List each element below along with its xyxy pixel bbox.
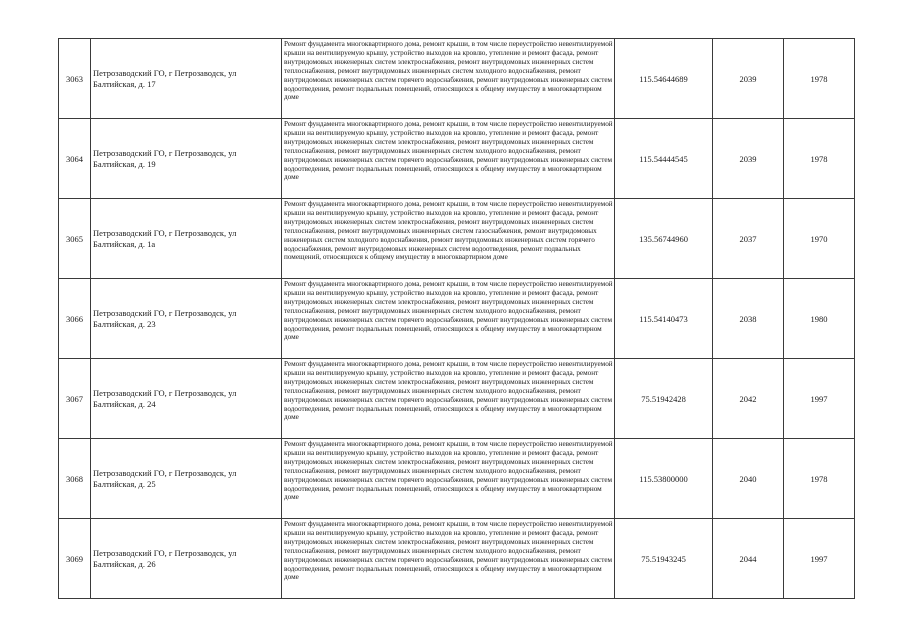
table-row <box>59 39 855 119</box>
planned-year: 2044 <box>713 519 784 599</box>
row-number: 3066 <box>59 279 91 359</box>
area-value: 75.51942428 <box>615 359 713 439</box>
repair-works-list: Ремонт фундамента многоквартирного дома, ремонт крыши, в том числе переустройство невентилируемой крыши на вентилируемую крышу, устройство выходов на кровлю, утепление и ремонт фасада, ремонт внутридомовых инженерных систем электроснабжения, ремонт внутридомовых инженерных систем теплоснабжения, ремонт внутридомовых инженерных систем холодного водоснабжения, ремонт внутридомовых инженерных систем горячего водоснабжения, ремонт внутридомовых инженерных систем водоотведения, ремонт подвальных помещений, относящихся к общему имуществу в многоквартирном доме <box>282 279 615 359</box>
table-row <box>59 119 855 199</box>
area-value: 115.53800000 <box>615 439 713 519</box>
repair-works-list: Ремонт фундамента многоквартирного дома, ремонт крыши, в том числе переустройство невентилируемой крыши на вентилируемую крышу, устройство выходов на кровлю, утепление и ремонт фасада, ремонт внутридомовых инженерных систем электроснабжения, ремонт внутридомовых инженерных систем теплоснабжения, ремонт внутридомовых инженерных систем газоснабжения, ремонт внутридомовых инженерных систем холодного водоснабжения, ремонт внутридомовых инженерных систем горячего водоснабжения, ремонт внутридомовых инженерных систем водоотведения, ремонт подвальных помещений, относящихся к общему имуществу в многоквартирном доме <box>282 199 615 279</box>
planned-year: 2040 <box>713 439 784 519</box>
build-year: 1997 <box>784 519 855 599</box>
build-year: 1978 <box>784 439 855 519</box>
build-year: 1978 <box>784 119 855 199</box>
house-address: Петрозаводский ГО, г Петрозаводск, ул Балтийская, д. 1а <box>91 199 282 279</box>
house-address: Петрозаводский ГО, г Петрозаводск, ул Балтийская, д. 24 <box>91 359 282 439</box>
planned-year: 2039 <box>713 119 784 199</box>
repair-works-list: Ремонт фундамента многоквартирного дома, ремонт крыши, в том числе переустройство невентилируемой крыши на вентилируемую крышу, устройство выходов на кровлю, утепление и ремонт фасада, ремонт внутридомовых инженерных систем электроснабжения, ремонт внутридомовых инженерных систем теплоснабжения, ремонт внутридомовых инженерных систем холодного водоснабжения, ремонт внутридомовых инженерных систем горячего водоснабжения, ремонт внутридомовых инженерных систем водоотведения, ремонт подвальных помещений, относящихся к общему имуществу в многоквартирном доме <box>282 439 615 519</box>
row-number: 3068 <box>59 439 91 519</box>
repair-works-list: Ремонт фундамента многоквартирного дома, ремонт крыши, в том числе переустройство невентилируемой крыши на вентилируемую крышу, устройство выходов на кровлю, утепление и ремонт фасада, ремонт внутридомовых инженерных систем электроснабжения, ремонт внутридомовых инженерных систем теплоснабжения, ремонт внутридомовых инженерных систем холодного водоснабжения, ремонт внутридомовых инженерных систем горячего водоснабжения, ремонт внутридомовых инженерных систем водоотведения, ремонт подвальных помещений, относящихся к общему имуществу в многоквартирном доме <box>282 39 615 119</box>
table-row <box>59 199 855 279</box>
house-address: Петрозаводский ГО, г Петрозаводск, ул Балтийская, д. 19 <box>91 119 282 199</box>
table-row <box>59 359 855 439</box>
area-value: 75.51943245 <box>615 519 713 599</box>
area-value: 115.54444545 <box>615 119 713 199</box>
house-address: Петрозаводский ГО, г Петрозаводск, ул Балтийская, д. 23 <box>91 279 282 359</box>
row-number: 3063 <box>59 39 91 119</box>
table-row <box>59 439 855 519</box>
house-address: Петрозаводский ГО, г Петрозаводск, ул Балтийская, д. 26 <box>91 519 282 599</box>
build-year: 1978 <box>784 39 855 119</box>
planned-year: 2038 <box>713 279 784 359</box>
area-value: 115.54140473 <box>615 279 713 359</box>
build-year: 1997 <box>784 359 855 439</box>
row-number: 3065 <box>59 199 91 279</box>
table-row <box>59 279 855 359</box>
row-number: 3067 <box>59 359 91 439</box>
build-year: 1980 <box>784 279 855 359</box>
planned-year: 2037 <box>713 199 784 279</box>
build-year: 1970 <box>784 199 855 279</box>
planned-year: 2039 <box>713 39 784 119</box>
house-address: Петрозаводский ГО, г Петрозаводск, ул Балтийская, д. 25 <box>91 439 282 519</box>
area-value: 135.56744960 <box>615 199 713 279</box>
area-value: 115.54644689 <box>615 39 713 119</box>
repair-works-list: Ремонт фундамента многоквартирного дома, ремонт крыши, в том числе переустройство невентилируемой крыши на вентилируемую крышу, устройство выходов на кровлю, утепление и ремонт фасада, ремонт внутридомовых инженерных систем электроснабжения, ремонт внутридомовых инженерных систем теплоснабжения, ремонт внутридомовых инженерных систем холодного водоснабжения, ремонт внутридомовых инженерных систем горячего водоснабжения, ремонт внутридомовых инженерных систем водоотведения, ремонт подвальных помещений, относящихся к общему имуществу в многоквартирном доме <box>282 119 615 199</box>
capital-repair-table <box>58 38 855 599</box>
table-row <box>59 519 855 599</box>
row-number: 3069 <box>59 519 91 599</box>
house-address: Петрозаводский ГО, г Петрозаводск, ул Балтийская, д. 17 <box>91 39 282 119</box>
repair-works-list: Ремонт фундамента многоквартирного дома, ремонт крыши, в том числе переустройство невентилируемой крыши на вентилируемую крышу, устройство выходов на кровлю, утепление и ремонт фасада, ремонт внутридомовых инженерных систем электроснабжения, ремонт внутридомовых инженерных систем теплоснабжения, ремонт внутридомовых инженерных систем холодного водоснабжения, ремонт внутридомовых инженерных систем горячего водоснабжения, ремонт внутридомовых инженерных систем водоотведения, ремонт подвальных помещений, относящихся к общему имуществу в многоквартирном доме <box>282 359 615 439</box>
repair-works-list: Ремонт фундамента многоквартирного дома, ремонт крыши, в том числе переустройство невентилируемой крыши на вентилируемую крышу, устройство выходов на кровлю, утепление и ремонт фасада, ремонт внутридомовых инженерных систем электроснабжения, ремонт внутридомовых инженерных систем теплоснабжения, ремонт внутридомовых инженерных систем холодного водоснабжения, ремонт внутридомовых инженерных систем горячего водоснабжения, ремонт внутридомовых инженерных систем водоотведения, ремонт подвальных помещений, относящихся к общему имуществу в многоквартирном доме <box>282 519 615 599</box>
row-number: 3064 <box>59 119 91 199</box>
planned-year: 2042 <box>713 359 784 439</box>
